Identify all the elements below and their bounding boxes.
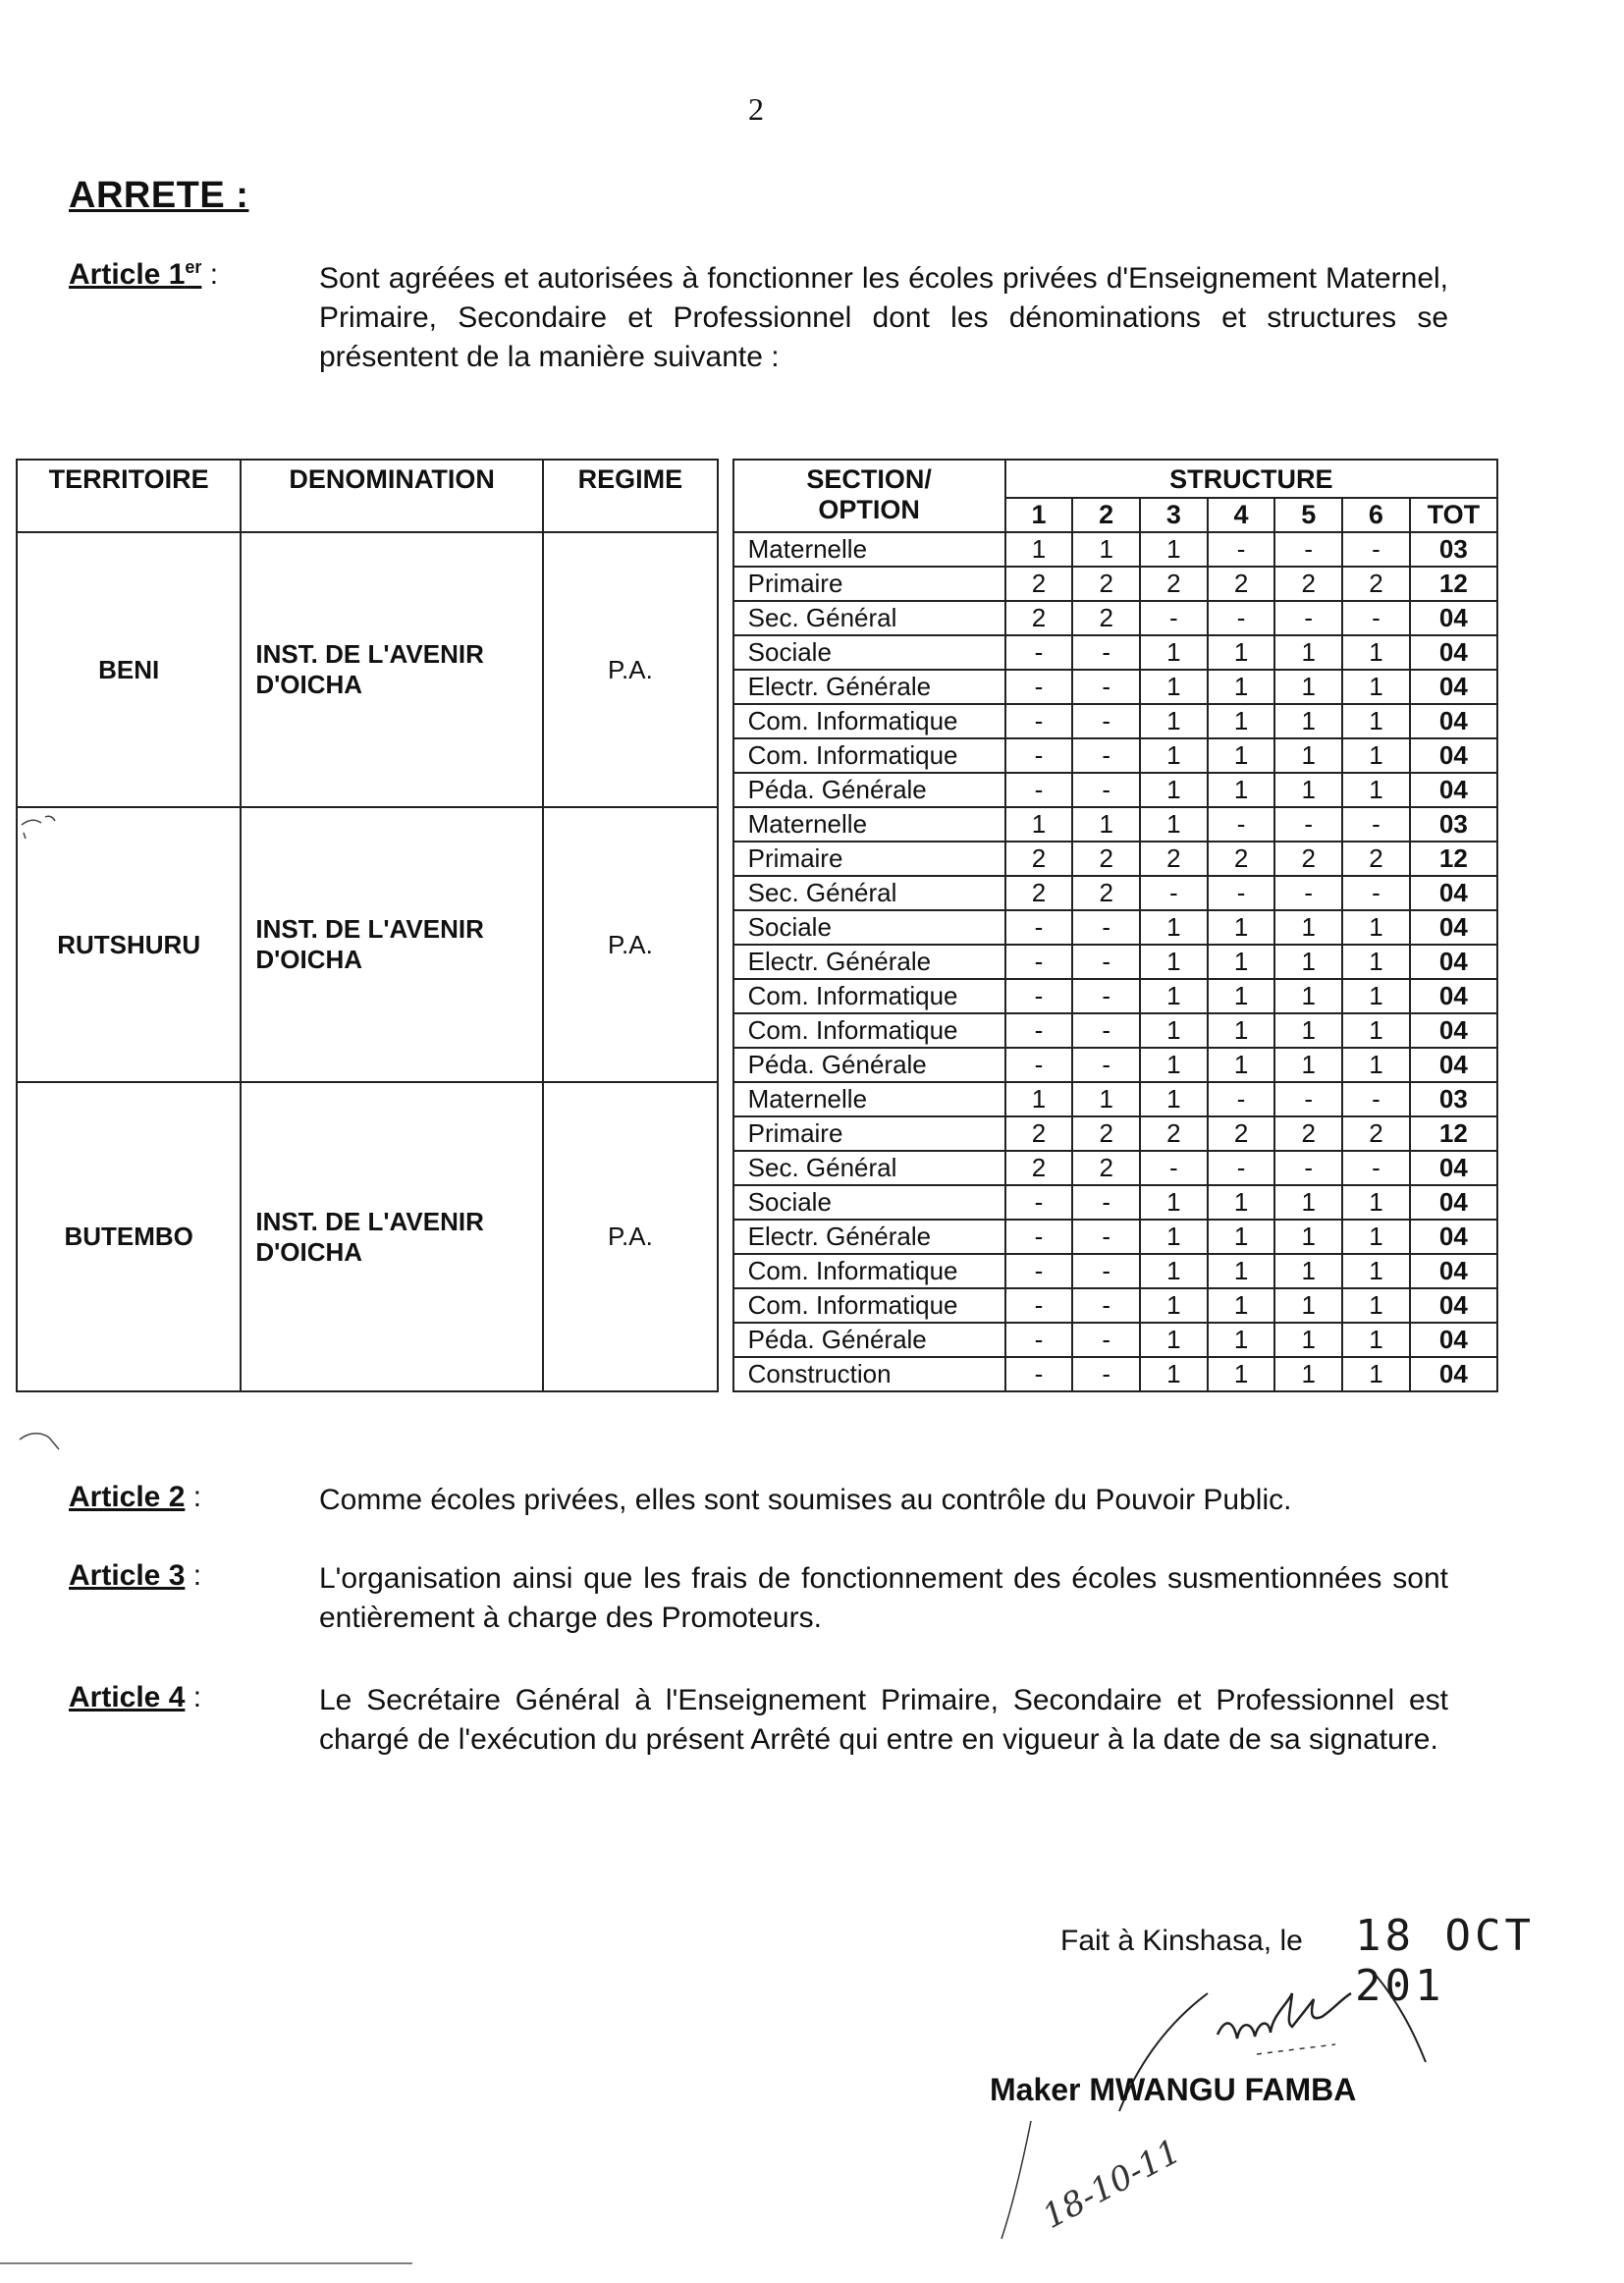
structure-value-cell: 2 xyxy=(1342,1116,1410,1151)
structure-value-cell: 2 xyxy=(1140,567,1208,601)
structure-value-cell: 2 xyxy=(1342,842,1410,876)
structure-value-cell: - xyxy=(1005,1288,1073,1323)
structure-value-cell: - xyxy=(1005,910,1073,945)
structure-value-cell: 1 xyxy=(1208,979,1275,1013)
option-cell: Electr. Générale xyxy=(733,1220,1005,1254)
total-cell: 04 xyxy=(1410,1220,1497,1254)
structure-value-cell: 1 xyxy=(1274,979,1342,1013)
total-cell: 04 xyxy=(1410,1288,1497,1323)
total-cell: 04 xyxy=(1410,1357,1497,1391)
article-4-colon: : xyxy=(185,1681,202,1713)
structure-value-cell: - xyxy=(1208,876,1275,910)
denomination-line2: D'OICHA xyxy=(255,1236,363,1267)
total-cell: 03 xyxy=(1410,532,1497,567)
article-2-label xyxy=(69,1481,201,1514)
option-cell: Sociale xyxy=(733,1185,1005,1220)
structure-value-cell: 2 xyxy=(1005,842,1073,876)
structure-value-cell: - xyxy=(1005,1323,1073,1357)
structure-col-header: 1 xyxy=(1005,498,1073,532)
structure-value-cell: 2 xyxy=(1208,567,1275,601)
structure-value-cell: 1 xyxy=(1208,910,1275,945)
structure-value-cell: 1 xyxy=(1005,1082,1073,1116)
structure-value-cell: 2 xyxy=(1274,842,1342,876)
structure-value-cell: 2 xyxy=(1140,842,1208,876)
structure-value-cell: 1 xyxy=(1342,1254,1410,1288)
header-territoire: TERRITOIRE xyxy=(17,460,241,532)
structure-value-cell: 2 xyxy=(1072,567,1140,601)
option-cell: Sociale xyxy=(733,635,1005,670)
structure-value-cell: 1 xyxy=(1208,1220,1275,1254)
structure-value-cell: 2 xyxy=(1274,567,1342,601)
structure-value-cell: 1 xyxy=(1342,1013,1410,1048)
structure-value-cell: - xyxy=(1274,1151,1342,1185)
total-cell: 04 xyxy=(1410,635,1497,670)
structure-value-cell: 1 xyxy=(1342,1357,1410,1391)
structure-value-cell: 1 xyxy=(1274,635,1342,670)
fait-a-kinshasa-line: Fait à Kinshasa, le xyxy=(1060,1925,1303,1957)
structure-value-cell: - xyxy=(1005,1220,1073,1254)
header-section-option xyxy=(733,460,1005,532)
structure-value-cell: 2 xyxy=(1005,1116,1073,1151)
structure-value-cell: 1 xyxy=(1274,1357,1342,1391)
structure-value-cell: 2 xyxy=(1208,1116,1275,1151)
structure-value-cell: 1 xyxy=(1208,1323,1275,1357)
table-row xyxy=(17,807,1497,842)
denomination-line1: INST. DE L'AVENIR xyxy=(255,639,484,669)
option-cell: Com. Informatique xyxy=(733,1013,1005,1048)
structure-value-cell: 1 xyxy=(1140,979,1208,1013)
structure-value-cell: - xyxy=(1005,1185,1073,1220)
structure-value-cell: 1 xyxy=(1140,945,1208,979)
structure-value-cell: 1 xyxy=(1274,910,1342,945)
article-2-text: Comme écoles privées, elles sont soumises au contrôle du Pouvoir Public. xyxy=(319,1484,1292,1516)
structure-value-cell: 1 xyxy=(1140,738,1208,773)
margin-mark-top xyxy=(18,803,67,843)
structure-value-cell: - xyxy=(1072,1288,1140,1323)
article-3-label-text: Article 3 xyxy=(69,1559,186,1592)
option-cell: Com. Informatique xyxy=(733,1254,1005,1288)
structure-value-cell: 1 xyxy=(1274,945,1342,979)
article-1-text: Sont agréées et autorisées à fonctionner les écoles privées d'Enseignement Maternel, Primaire, Secondaire et Professionnel dont les dénominations et structures se présentent de la manière suivante : xyxy=(319,262,1448,373)
structure-value-cell: 1 xyxy=(1140,532,1208,567)
structure-value-cell: - xyxy=(1274,532,1342,567)
territoire-text: BUTEMBO xyxy=(64,1222,193,1251)
total-cell: 04 xyxy=(1410,979,1497,1013)
regime-text: P.A. xyxy=(608,1222,653,1251)
structure-value-cell: - xyxy=(1072,670,1140,704)
structure-value-cell: 1 xyxy=(1342,738,1410,773)
total-cell: 04 xyxy=(1410,773,1497,807)
structure-col-header: 6 xyxy=(1342,498,1410,532)
territoire-text: BENI xyxy=(98,654,160,684)
structure-value-cell: 2 xyxy=(1208,842,1275,876)
structure-value-cell: - xyxy=(1274,1082,1342,1116)
option-cell: Com. Informatique xyxy=(733,1288,1005,1323)
structure-value-cell: - xyxy=(1072,704,1140,738)
denomination-line2: D'OICHA xyxy=(255,670,363,699)
option-cell: Maternelle xyxy=(733,532,1005,567)
structure-value-cell: 1 xyxy=(1140,910,1208,945)
page-number: 2 xyxy=(748,91,764,127)
regime-cell xyxy=(543,807,718,1082)
article-1-label xyxy=(69,257,218,292)
structure-value-cell: - xyxy=(1072,738,1140,773)
total-cell: 04 xyxy=(1410,945,1497,979)
structure-value-cell: 1 xyxy=(1140,635,1208,670)
total-cell: 04 xyxy=(1410,1013,1497,1048)
structure-value-cell: - xyxy=(1072,1323,1140,1357)
structure-value-cell: 1 xyxy=(1208,945,1275,979)
structure-value-cell: 1 xyxy=(1140,1323,1208,1357)
article-3-text: L'organisation ainsi que les frais de fonctionnement des écoles susmentionnées sont entièrement à charge des Promoteurs. xyxy=(319,1562,1448,1634)
header-section-line2: OPTION xyxy=(818,495,920,524)
structure-value-cell: 1 xyxy=(1208,1254,1275,1288)
structure-value-cell: - xyxy=(1208,601,1275,635)
structure-value-cell: - xyxy=(1140,1151,1208,1185)
margin-mark-bottom xyxy=(14,1424,73,1463)
structure-value-cell: - xyxy=(1005,1357,1073,1391)
structure-value-cell: 1 xyxy=(1005,532,1073,567)
structure-value-cell: - xyxy=(1274,601,1342,635)
structure-value-cell: - xyxy=(1072,1048,1140,1082)
structure-value-cell: 1 xyxy=(1140,1220,1208,1254)
structure-value-cell: 1 xyxy=(1342,1220,1410,1254)
structure-value-cell: - xyxy=(1342,601,1410,635)
structure-value-cell: - xyxy=(1072,1013,1140,1048)
structure-value-cell: - xyxy=(1072,979,1140,1013)
article-2-colon: : xyxy=(185,1481,202,1513)
article-1-label-text: Article 1 xyxy=(69,258,186,291)
structure-value-cell: 2 xyxy=(1005,1151,1073,1185)
structure-value-cell: 2 xyxy=(1072,1151,1140,1185)
structure-value-cell: 1 xyxy=(1342,773,1410,807)
structure-value-cell: - xyxy=(1005,670,1073,704)
structure-col-header: 5 xyxy=(1274,498,1342,532)
header-section-line1: SECTION/ xyxy=(806,464,932,494)
header-structure: STRUCTURE xyxy=(1005,460,1497,498)
denomination-cell xyxy=(241,807,542,1082)
structure-value-cell: 1 xyxy=(1208,1013,1275,1048)
total-cell: 12 xyxy=(1410,842,1497,876)
territoire-cell xyxy=(17,807,241,1082)
article-4-label-text: Article 4 xyxy=(69,1681,186,1713)
article-4-text: Le Secrétaire Général à l'Enseignement Primaire, Secondaire et Professionnel est chargé de l'exécution du présent Arrêté qui entre en vigueur à la date de sa signature. xyxy=(319,1684,1448,1756)
signatory-name: Maker MWANGU FAMBA xyxy=(990,2072,1357,2107)
table-body xyxy=(17,532,1497,1391)
total-cell: 04 xyxy=(1410,1151,1497,1185)
structure-value-cell: 1 xyxy=(1208,1185,1275,1220)
total-cell: 12 xyxy=(1410,1116,1497,1151)
denomination-cell xyxy=(241,1082,542,1391)
structure-value-cell: - xyxy=(1005,945,1073,979)
structure-value-cell: 1 xyxy=(1072,807,1140,842)
structure-value-cell: 1 xyxy=(1208,738,1275,773)
structure-value-cell: - xyxy=(1072,1357,1140,1391)
structure-value-cell: - xyxy=(1342,807,1410,842)
structure-value-cell: 2 xyxy=(1072,842,1140,876)
structure-value-cell: 1 xyxy=(1140,1357,1208,1391)
option-cell: Péda. Générale xyxy=(733,773,1005,807)
structure-value-cell: - xyxy=(1208,807,1275,842)
structure-value-cell: 1 xyxy=(1274,738,1342,773)
denomination-cell xyxy=(241,532,542,807)
structure-value-cell: - xyxy=(1072,945,1140,979)
structure-value-cell: 1 xyxy=(1140,773,1208,807)
header-denomination: DENOMINATION xyxy=(241,460,542,532)
denomination-line1: INST. DE L'AVENIR xyxy=(255,1206,484,1236)
structure-value-cell: 1 xyxy=(1274,1048,1342,1082)
structure-value-cell: - xyxy=(1342,876,1410,910)
structure-value-cell: 1 xyxy=(1274,1185,1342,1220)
option-cell: Maternelle xyxy=(733,1082,1005,1116)
structure-value-cell: 1 xyxy=(1342,635,1410,670)
structure-value-cell: 1 xyxy=(1208,1357,1275,1391)
structure-value-cell: - xyxy=(1140,876,1208,910)
structure-value-cell: 1 xyxy=(1140,704,1208,738)
structure-value-cell: - xyxy=(1072,773,1140,807)
structure-value-cell: 2 xyxy=(1072,601,1140,635)
total-cell: 04 xyxy=(1410,1048,1497,1082)
table-row xyxy=(17,532,1497,567)
structure-value-cell: 1 xyxy=(1342,979,1410,1013)
structure-value-cell: 1 xyxy=(1208,773,1275,807)
structure-value-cell: - xyxy=(1208,1082,1275,1116)
article-4-label xyxy=(69,1681,201,1714)
total-cell: 04 xyxy=(1410,910,1497,945)
structure-value-cell: 1 xyxy=(1274,1013,1342,1048)
structure-value-cell: - xyxy=(1005,979,1073,1013)
option-cell: Com. Informatique xyxy=(733,979,1005,1013)
arrete-heading: ARRETE : xyxy=(69,175,249,216)
structure-value-cell: 1 xyxy=(1342,670,1410,704)
structure-value-cell: 1 xyxy=(1072,1082,1140,1116)
handwritten-date xyxy=(992,2111,1247,2258)
regime-text: P.A. xyxy=(608,929,653,959)
structure-value-cell: 1 xyxy=(1274,1254,1342,1288)
territoire-cell xyxy=(17,1082,241,1391)
structure-value-cell: 1 xyxy=(1274,1323,1342,1357)
article-3-label xyxy=(69,1559,201,1593)
denomination-line2: D'OICHA xyxy=(255,945,363,974)
option-cell: Péda. Générale xyxy=(733,1048,1005,1082)
structure-value-cell: 2 xyxy=(1072,876,1140,910)
structure-value-cell: 1 xyxy=(1274,704,1342,738)
structure-col-header: 3 xyxy=(1140,498,1208,532)
structure-value-cell: 1 xyxy=(1140,1254,1208,1288)
structure-value-cell: 1 xyxy=(1342,704,1410,738)
structure-value-cell: 2 xyxy=(1342,567,1410,601)
structure-value-cell: 1 xyxy=(1140,1048,1208,1082)
structure-value-cell: - xyxy=(1208,1151,1275,1185)
table-row xyxy=(17,1082,1497,1116)
territoire-cell xyxy=(17,532,241,807)
option-cell: Maternelle xyxy=(733,807,1005,842)
option-cell: Com. Informatique xyxy=(733,738,1005,773)
structure-value-cell: - xyxy=(1140,601,1208,635)
total-cell: 12 xyxy=(1410,567,1497,601)
structure-value-cell: 1 xyxy=(1274,1220,1342,1254)
structure-value-cell: 1 xyxy=(1342,1185,1410,1220)
structure-value-cell: - xyxy=(1072,635,1140,670)
option-cell: Sec. Général xyxy=(733,601,1005,635)
structure-value-cell: - xyxy=(1005,1048,1073,1082)
structure-value-cell: - xyxy=(1005,635,1073,670)
structure-value-cell: - xyxy=(1274,807,1342,842)
structure-value-cell: - xyxy=(1072,910,1140,945)
structure-value-cell: - xyxy=(1005,1254,1073,1288)
structure-value-cell: - xyxy=(1005,773,1073,807)
structure-value-cell: - xyxy=(1274,876,1342,910)
structure-value-cell: - xyxy=(1072,1220,1140,1254)
structure-value-cell: 2 xyxy=(1005,876,1073,910)
structure-value-cell: 1 xyxy=(1208,670,1275,704)
total-cell: 04 xyxy=(1410,670,1497,704)
structure-value-cell: 2 xyxy=(1274,1116,1342,1151)
structure-value-cell: 2 xyxy=(1005,567,1073,601)
structure-col-header: 4 xyxy=(1208,498,1275,532)
total-cell: 04 xyxy=(1410,1185,1497,1220)
option-cell: Primaire xyxy=(733,567,1005,601)
column-gap xyxy=(718,1082,733,1391)
handwritten-date-text: 18-10-11 xyxy=(1036,2131,1188,2237)
structure-value-cell: 1 xyxy=(1140,670,1208,704)
article-3-colon: : xyxy=(185,1559,202,1592)
structure-value-cell: - xyxy=(1005,704,1073,738)
option-cell: Electr. Générale xyxy=(733,945,1005,979)
total-cell: 04 xyxy=(1410,704,1497,738)
option-cell: Construction xyxy=(733,1357,1005,1391)
structure-value-cell: 1 xyxy=(1208,1288,1275,1323)
structure-value-cell: 1 xyxy=(1005,807,1073,842)
total-cell: 04 xyxy=(1410,738,1497,773)
option-cell: Primaire xyxy=(733,1116,1005,1151)
structure-value-cell: 1 xyxy=(1140,1082,1208,1116)
structure-value-cell: 1 xyxy=(1208,635,1275,670)
header-gap xyxy=(718,460,733,532)
total-cell: 03 xyxy=(1410,1082,1497,1116)
structure-value-cell: 1 xyxy=(1208,1048,1275,1082)
column-gap xyxy=(718,807,733,1082)
total-cell: 04 xyxy=(1410,1323,1497,1357)
structure-value-cell: 1 xyxy=(1140,1013,1208,1048)
structure-value-cell: 1 xyxy=(1208,704,1275,738)
structure-value-cell: 1 xyxy=(1342,1048,1410,1082)
regime-cell xyxy=(543,532,718,807)
option-cell: Sec. Général xyxy=(733,876,1005,910)
structure-value-cell: 1 xyxy=(1342,945,1410,979)
option-cell: Com. Informatique xyxy=(733,704,1005,738)
denomination-line1: INST. DE L'AVENIR xyxy=(255,914,484,944)
stamped-date: 18 OCT 201 xyxy=(1355,1911,1535,2011)
structure-value-cell: 1 xyxy=(1274,773,1342,807)
structure-table xyxy=(16,459,1498,1392)
structure-value-cell: 1 xyxy=(1140,1185,1208,1220)
article-1-colon: : xyxy=(201,258,219,291)
structure-value-cell: - xyxy=(1005,738,1073,773)
column-gap xyxy=(718,532,733,807)
total-cell: 03 xyxy=(1410,807,1497,842)
structure-value-cell: 1 xyxy=(1274,670,1342,704)
structure-value-cell: 1 xyxy=(1274,1288,1342,1323)
structure-value-cell: - xyxy=(1072,1185,1140,1220)
bottom-rule xyxy=(0,2260,412,2266)
header-regime: REGIME xyxy=(543,460,718,532)
structure-value-cell: - xyxy=(1208,532,1275,567)
structure-value-cell: - xyxy=(1342,1151,1410,1185)
option-cell: Sociale xyxy=(733,910,1005,945)
structure-value-cell: - xyxy=(1342,532,1410,567)
option-cell: Electr. Générale xyxy=(733,670,1005,704)
structure-col-header: 2 xyxy=(1072,498,1140,532)
territoire-text: RUTSHURU xyxy=(57,929,201,959)
total-cell: 04 xyxy=(1410,1254,1497,1288)
structure-value-cell: 2 xyxy=(1005,601,1073,635)
total-cell: 04 xyxy=(1410,601,1497,635)
structure-value-cell: 1 xyxy=(1140,807,1208,842)
structure-value-cell: 2 xyxy=(1072,1116,1140,1151)
structure-value-cell: 1 xyxy=(1342,1323,1410,1357)
structure-value-cell: 1 xyxy=(1342,910,1410,945)
structure-col-header: TOT xyxy=(1410,498,1497,532)
structure-value-cell: 2 xyxy=(1140,1116,1208,1151)
structure-value-cell: 1 xyxy=(1072,532,1140,567)
structure-value-cell: 1 xyxy=(1140,1288,1208,1323)
option-cell: Péda. Générale xyxy=(733,1323,1005,1357)
regime-text: P.A. xyxy=(608,654,653,684)
total-cell: 04 xyxy=(1410,876,1497,910)
regime-cell xyxy=(543,1082,718,1391)
article-1-superscript: er xyxy=(185,257,202,277)
option-cell: Sec. Général xyxy=(733,1151,1005,1185)
structure-value-cell: 1 xyxy=(1342,1288,1410,1323)
option-cell: Primaire xyxy=(733,842,1005,876)
article-2-label-text: Article 2 xyxy=(69,1481,186,1513)
structure-value-cell: - xyxy=(1005,1013,1073,1048)
structure-value-cell: - xyxy=(1342,1082,1410,1116)
structure-value-cell: - xyxy=(1072,1254,1140,1288)
table-header xyxy=(17,460,1497,532)
